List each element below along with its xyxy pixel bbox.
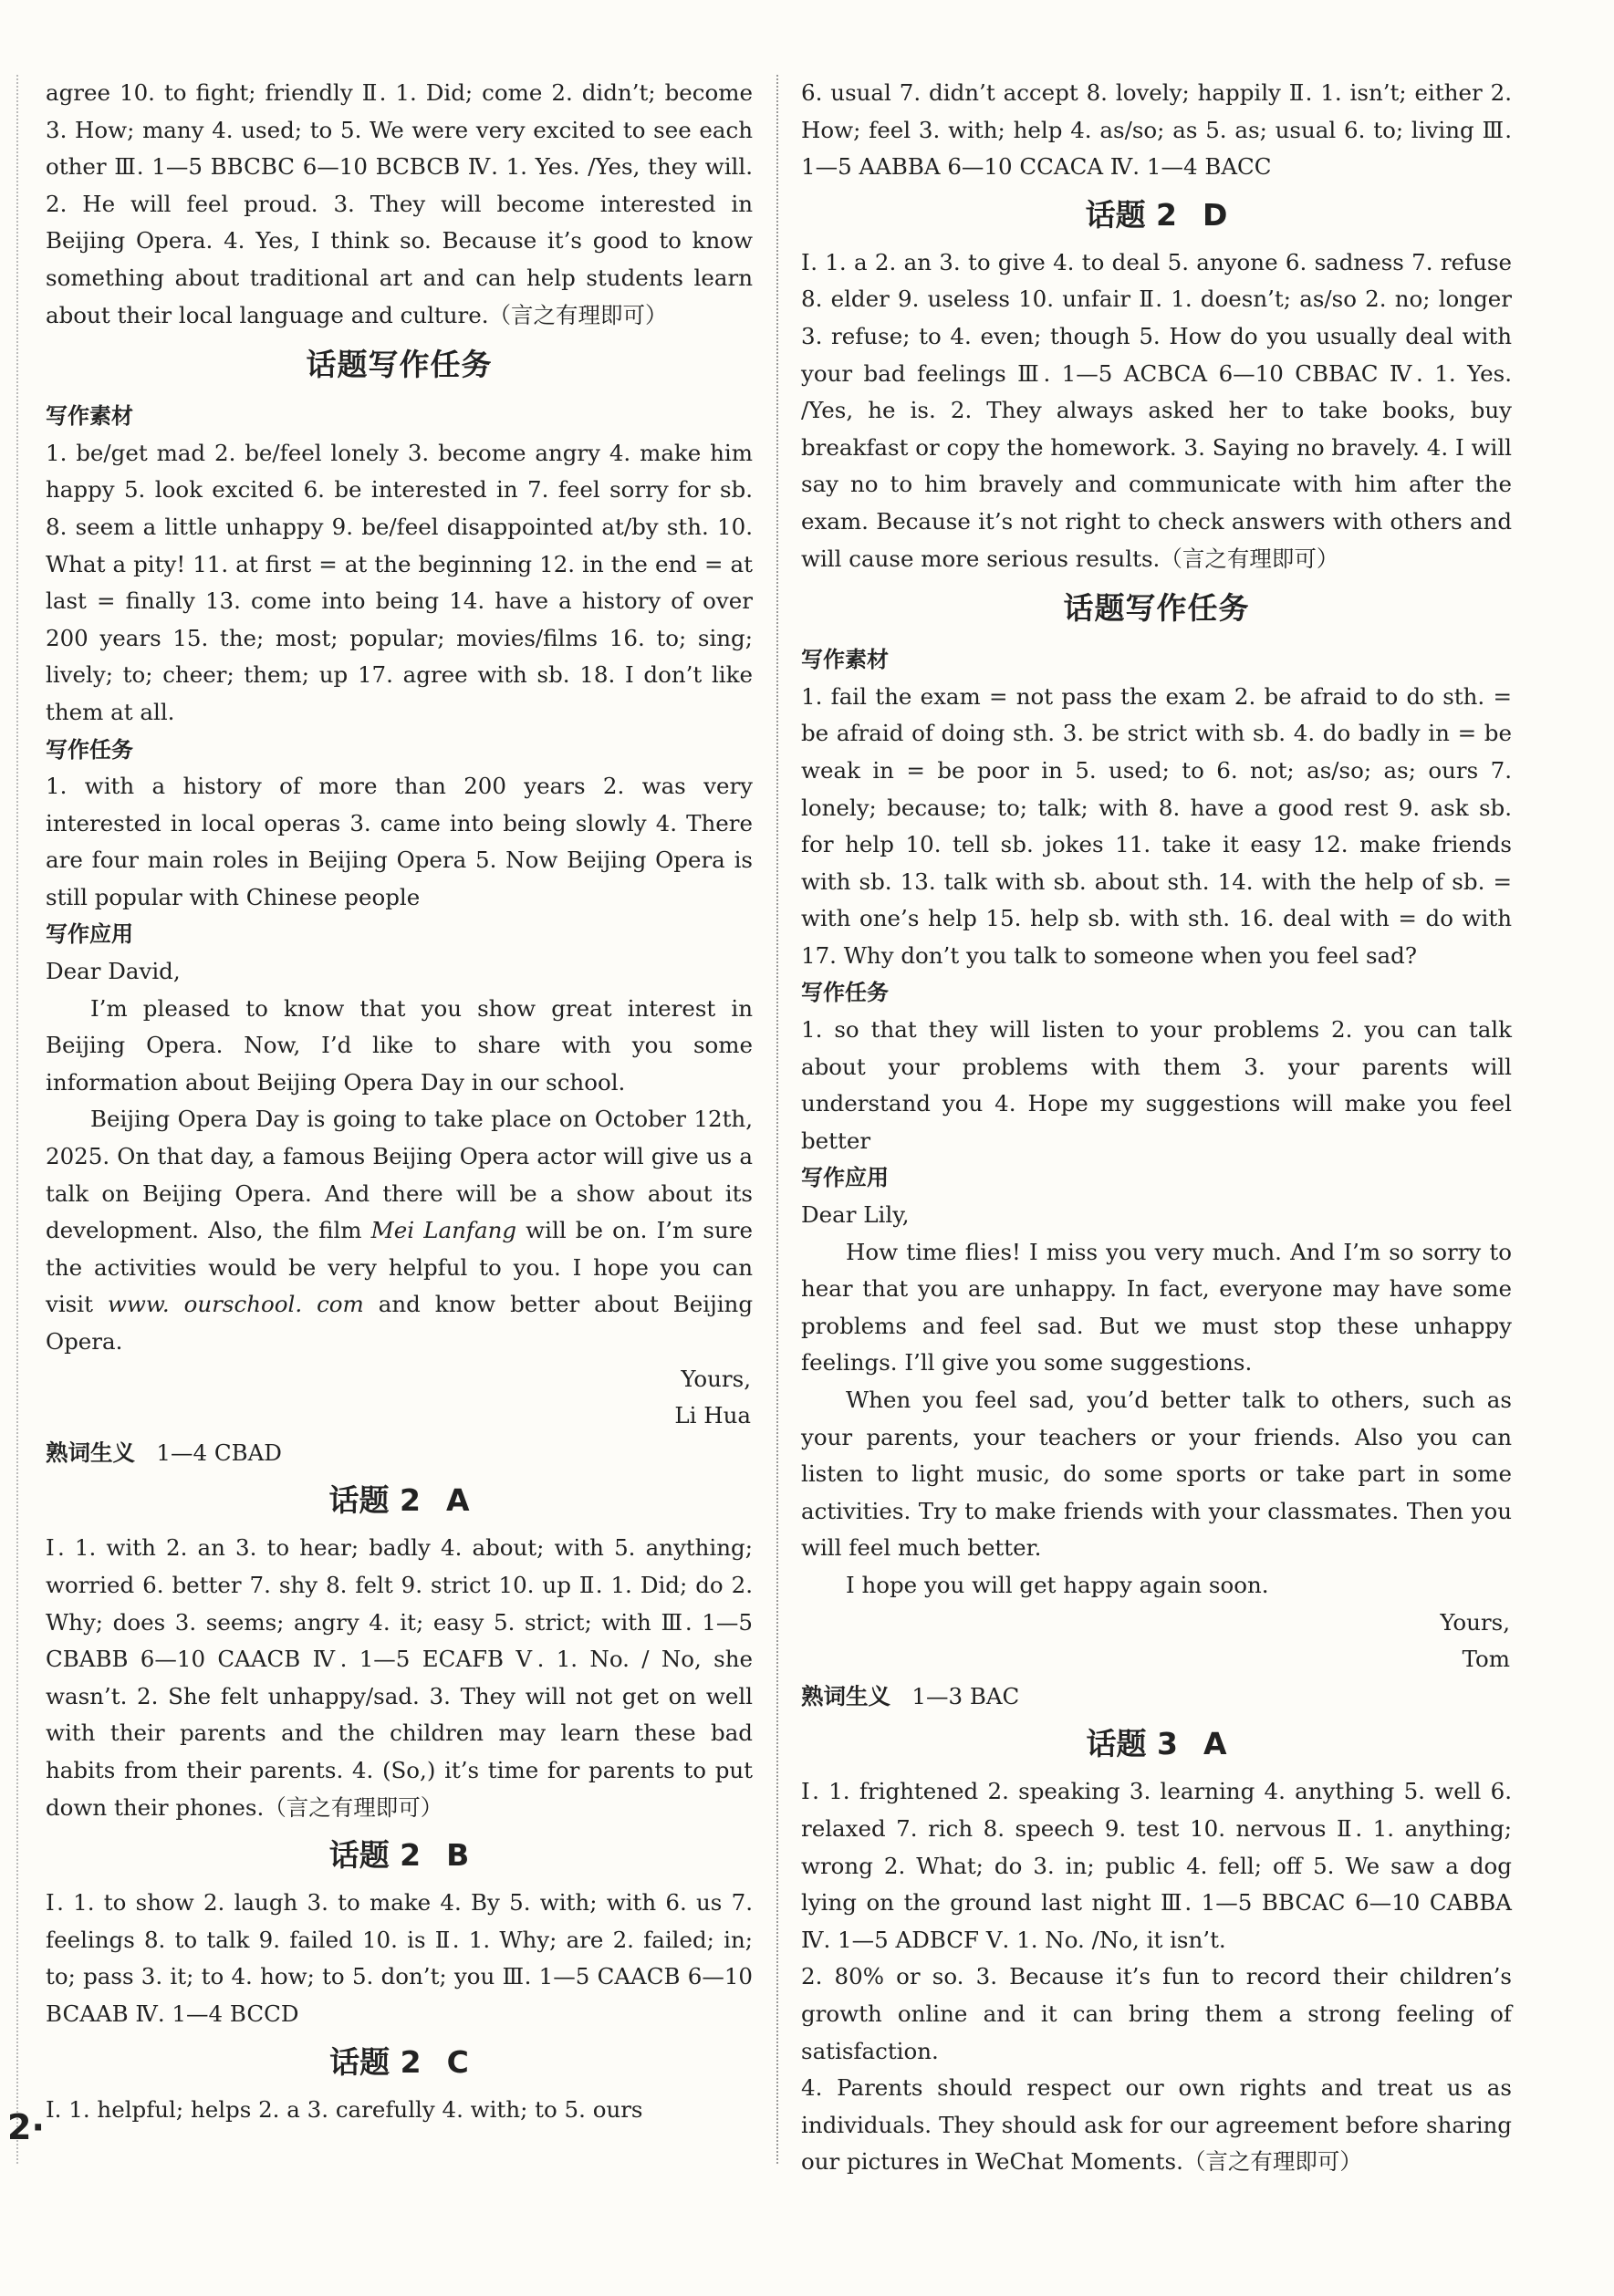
topic2a-title: 话题 2 bbox=[328, 1482, 421, 1519]
topic2b-answers: Ⅰ. 1. to show 2. laugh 3. to make 4. By 5. with; with 6. us 7. feelings 8. to talk 9. failed 10. is Ⅱ. 1. Why; are 2. failed; in; to; pass 3. it; to 4. how; to 5. don’t; you Ⅲ. 1—5 CAACB 6—10 BCAAB Ⅳ. 1—4 BCCD bbox=[46, 1889, 753, 2027]
letter-greeting: Dear David, bbox=[46, 958, 181, 985]
topic2b-letter: B bbox=[446, 1837, 470, 1874]
website-url: www. ourschool. com bbox=[107, 1291, 364, 1318]
shuci-answers: 1—3 BAC bbox=[911, 1682, 1020, 1709]
topic2c-heading bbox=[46, 2044, 753, 2081]
letter-p2-part2: will be on. I’m sure the activities would be very helpful to you. I hope you can visit bbox=[46, 1217, 753, 1318]
writing-material-label: 写作素材 bbox=[46, 403, 133, 430]
topic3a-letter: A bbox=[1203, 1726, 1227, 1762]
shuci-row bbox=[801, 1678, 1512, 1716]
shuci-label: 熟词生义 bbox=[46, 1439, 135, 1466]
letter-paragraph-2 bbox=[46, 1101, 753, 1360]
writing-material-answers: 1. be/get mad 2. be/feel lonely 3. become angry 4. make him happy 5. look excited 6. be interested in 7. feel sorry for sb. 8. seem a little unhappy 9. be/feel disappointed at/by sth. 10. What a pity! 11. at first = at the beginning 12. in the end = at last = finally 13. come into being 14. have a history of over 200 years 15. the; most; popular; movies/films 16. to; sing; lively; to; cheer; them; up 17. agree with sb. 18. I don’t like them at all. bbox=[46, 439, 753, 725]
letter-p2-part1: Beijing Opera Day is going to take place on October 12th, 2025. On that day, a famous Beijing Opera actor will give us a talk on Beijing Opera. And there will be a show about its development. Also, the film bbox=[46, 1106, 753, 1244]
column-divider bbox=[776, 75, 778, 2164]
topic3a-answer-4: 4. Parents should respect our own rights and treat us as individuals. They should ask for our agreement before sharing our pictures in WeChat Moments.（言之有理即可） bbox=[801, 2074, 1512, 2176]
shuci-label: 熟词生义 bbox=[801, 1682, 890, 1709]
shuci-answers: 1—4 CBAD bbox=[156, 1439, 282, 1466]
letter-closing: Yours, bbox=[1440, 1608, 1510, 1636]
letter-closing: Yours, bbox=[681, 1365, 751, 1392]
letter-paragraph-3: I hope you will get happy again soon. bbox=[846, 1571, 1269, 1598]
topic2b-title: 话题 2 bbox=[328, 1837, 422, 1874]
topic2c-answers: Ⅰ. 1. helpful; helps 2. a 3. carefully 4. with; to 5. ours bbox=[46, 2095, 643, 2123]
letter-signature: Tom bbox=[1462, 1646, 1510, 1673]
writing-task-label: 写作任务 bbox=[46, 736, 133, 763]
topic2a-letter: A bbox=[445, 1482, 470, 1519]
topic3a-answer-2-3: 2. 80% or so. 3. Because it’s fun to record their children’s growth online and it can bring them a strong feeling of satisfaction. bbox=[801, 1963, 1512, 2064]
letter-paragraph-1: I’m pleased to know that you show great interest in Beijing Opera. Now, I’d like to share with you some information about Beijing Opera Day in our school. bbox=[46, 994, 753, 1096]
answers-topic1-continued: agree 10. to fight; friendly Ⅱ. 1. Did; come 2. didn’t; become 3. How; many 4. used; to 5. We were very excited to see each other Ⅲ. 1—5 BBCBC 6—10 BCBCB Ⅳ. 1. Yes. /Yes, they will. 2. He will feel proud. 3. They will become interested in Beijing Opera. 4. Yes, I think so. Because it’s good to know something about traditional art and can help students learn about their local language and culture.（言之有理即可） bbox=[46, 79, 753, 328]
left-column bbox=[46, 75, 753, 2128]
letter-p2-part3: and know better about Beijing Opera. bbox=[46, 1291, 754, 1355]
right-column bbox=[801, 75, 1512, 2181]
topic2d-letter: D bbox=[1203, 196, 1228, 233]
topic2d-title: 话题 2 bbox=[1085, 196, 1178, 233]
topic2d-heading bbox=[801, 197, 1512, 234]
letter-paragraph-2: When you feel sad, you’d better talk to others, such as your parents, your teachers or your friends. Also you can listen to light music, do some sports or take part in some activities. Try to make friends with your classmates. Then you will feel much better. bbox=[801, 1387, 1512, 1562]
topic3a-heading bbox=[801, 1726, 1512, 1762]
writing-task-heading: 话题写作任务 bbox=[306, 347, 493, 383]
writing-task-answers: 1. so that they will listen to your problems 2. you can talk about your problems with them 3. your parents will understand you 4. Hope my suggestions will make you feel better bbox=[801, 1016, 1512, 1154]
topic2d-answers: Ⅰ. 1. a 2. an 3. to give 4. to deal 5. anyone 6. sadness 7. refuse 8. elder 9. useless 10. unfair Ⅱ. 1. doesn’t; as/so 2. no; longer 3. refuse; to 4. even; though 5. How do you usually deal with your bad feelings Ⅲ. 1—5 ACBCA 6—10 CBBAC Ⅳ. 1. Yes. /Yes, he is. 2. They always asked her to take books, buy breakfast or copy the homework. 3. Saying no bravely. 4. I will say no to him bravely and communicate with him after the exam. Because it’s not right to check answers with others and will cause more serious results.（言之有理即可） bbox=[801, 248, 1512, 572]
shuci-row bbox=[46, 1435, 753, 1472]
writing-material-label: 写作素材 bbox=[801, 647, 889, 673]
topic2c-title: 话题 2 bbox=[329, 2043, 422, 2080]
writing-application-label: 写作应用 bbox=[46, 921, 133, 948]
topic2b-heading bbox=[46, 1837, 753, 1874]
writing-task-answers: 1. with a history of more than 200 years 2. was very interested in local operas 3. came into being slowly 4. There are four main roles in Beijing Opera 5. Now Beijing Opera is still popular with Chinese people bbox=[46, 773, 753, 910]
film-title: Mei Lanfang bbox=[370, 1217, 517, 1244]
writing-task-heading: 话题写作任务 bbox=[1063, 590, 1250, 627]
topic2a-heading bbox=[46, 1482, 753, 1519]
topic3a-answers: Ⅰ. 1. frightened 2. speaking 3. learning 4. anything 5. well 6. relaxed 7. rich 8. speech 9. test 10. nervous Ⅱ. 1. anything; wrong 2. What; do 3. in; public 4. fell; off 5. We saw a dog lying on the ground last night Ⅲ. 1—5 BBCAC 6—10 CABBA Ⅳ. 1—5 ADBCF Ⅴ. 1. No. /No, it isn’t. bbox=[801, 1778, 1512, 1953]
topic2c-answers-continued: 6. usual 7. didn’t accept 8. lovely; happily Ⅱ. 1. isn’t; either 2. How; feel 3. with; help 4. as/so; as 5. as; usual 6. to; living Ⅲ. 1—5 AABBA 6—10 CCACA Ⅳ. 1—4 BACC bbox=[801, 79, 1512, 181]
letter-greeting: Dear Lily, bbox=[801, 1201, 910, 1229]
writing-material-answers: 1. fail the exam = not pass the exam 2. be afraid to do sth. = be afraid of doing sth. 3. be strict with sb. 4. do badly in = be weak in = be poor in 5. used; to 6. not; as/so; as; ours 7. lonely; because; to; talk; with 8. have a good rest 9. ask sb. for help 10. tell sb. jokes 11. take it easy 12. make friends with sb. 13. talk with sb. about sth. 14. with the help of sb. = with one’s help 15. help sb. with sth. 16. deal with = do with 17. Why don’t you talk to someone when you feel sad? bbox=[801, 682, 1512, 969]
topic2c-letter: C bbox=[446, 2043, 469, 2080]
binding-edge bbox=[16, 75, 18, 2164]
topic2a-answers: Ⅰ. 1. with 2. an 3. to hear; badly 4. about; with 5. anything; worried 6. better 7. shy 8. felt 9. strict 10. up Ⅱ. 1. Did; do 2. Why; does 3. seems; angry 4. it; easy 5. strict; with Ⅲ. 1—5 CBABB 6—10 CAACB Ⅳ. 1—5 ECAFB Ⅴ. 1. No. / No, she wasn’t. 2. She felt unhappy/sad. 3. They will not get on well with their parents and the children may learn these bad habits from their parents. 4. (So,) it’s time for parents to put down their phones.（言之有理即可） bbox=[46, 1534, 753, 1821]
page-number: 2· bbox=[7, 2107, 45, 2147]
letter-paragraph-1: How time flies! I miss you very much. And I’m so sorry to hear that you are unhappy. In fact, everyone may have some problems and feel sad. But we must stop these unhappy feelings. I’ll give you some suggestions. bbox=[801, 1238, 1512, 1377]
topic3a-title: 话题 3 bbox=[1086, 1726, 1178, 1762]
writing-application-label: 写作应用 bbox=[801, 1165, 889, 1191]
letter-signature: Li Hua bbox=[674, 1402, 751, 1429]
writing-task-label: 写作任务 bbox=[801, 980, 889, 1006]
